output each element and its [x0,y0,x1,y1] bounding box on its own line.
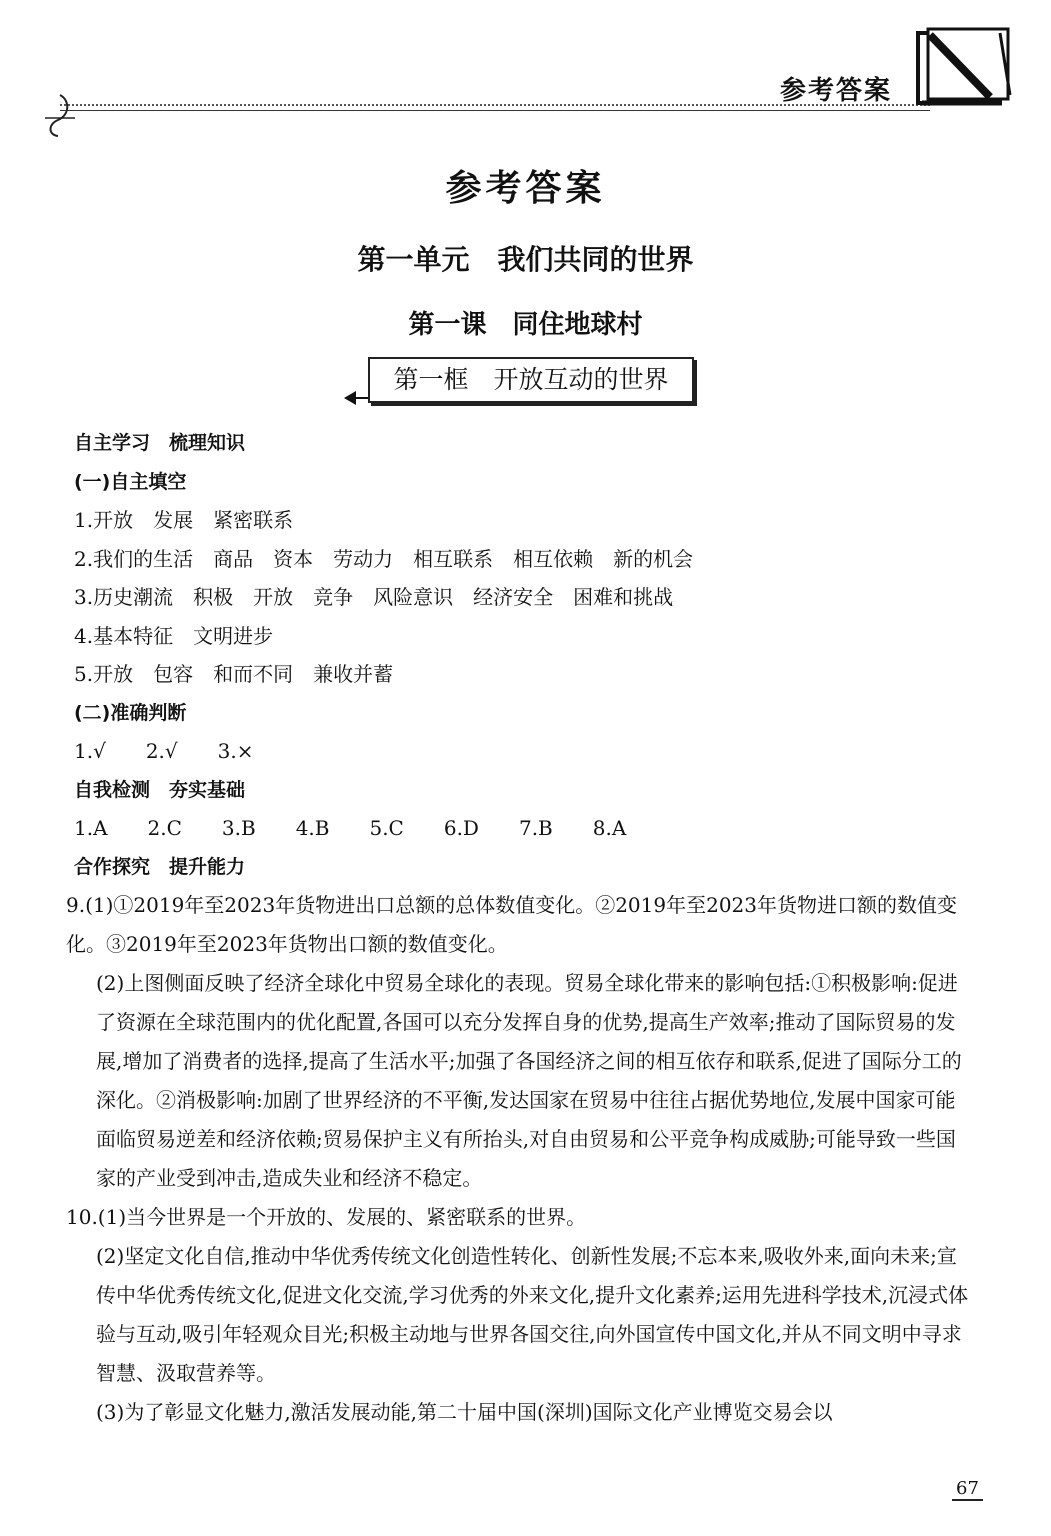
answer-paragraph: (2)坚定文化自信,推动中华优秀传统文化创造性转化、创新性发展;不忘本来,吸收外来,面向未来;宣传中华优秀传统文化,促进文化交流,学习优秀的外来文化,提升文化素养;运用先进科学技术,沉浸式体验与互动,吸引年轻观众目光;积极主动地与世界各国交往,向外国宣传中国文化,并从不同文明中寻求智慧、汲取营养等。 [96,1244,969,1385]
unit-title: 第一单元 我们共同的世界 [357,243,694,276]
section-heading: 自我检测 夯实基础 [74,778,246,801]
subsection-heading: (一)自主填空 [74,470,187,493]
answer-content [66,424,974,1432]
lesson-title: 第一课 同住地球村 [408,310,643,340]
section-heading: 合作探究 提升能力 [74,855,246,878]
fill-answer: 2.我们的生活 商品 资本 劳动力 相互联系 相互依赖 新的机会 [74,546,694,571]
header-rule [60,110,930,111]
fill-answer: 3.历史潮流 积极 开放 竞争 风险意识 经济安全 困难和挑战 [74,585,674,609]
answer-paragraph: (3)为了彰显文化魅力,激活发展动能,第二十届中国(深圳)国际文化产业博览交易会以 [96,1400,833,1424]
answer-paragraph: (2)上图侧面反映了经济全球化中贸易全球化的表现。贸易全球化带来的影响包括:①积极影响:促进了资源在全球范围内的优化配置,各国可以充分发挥自身的优势,提高生产效率;推动了国际贸易的发展,增加了消费者的选择,提高了生活水平;加强了各国经济之间的相互依存和联系,促进了国际分工的深化。②消极影响:加剧了世界经济的不平衡,发达国家在贸易中往往占据优势地位,发展中国家可能面临贸易逆差和经济依赖;贸易保护主义有所抬头,对自由贸易和公平竞争构成威胁;可能导致一些国家的产业受到冲击,造成失业和经济不稳定。 [96,971,962,1190]
fill-answer: 1.开放 发展 紧密联系 [74,508,294,532]
choice-answers: 1.A 2.C 3.B 4.B 5.C 6.D 7.B 8.A [74,816,627,840]
judge-answers: 1.√ 2.√ 3.× [74,739,254,763]
fill-answer: 5.开放 包容 和而不同 兼收并蓄 [74,662,394,686]
section-heading: 自主学习 梳理知识 [74,432,246,454]
frame-title: 第一框 开放互动的世界 [368,357,694,403]
book-icon [910,25,1020,115]
answer-paragraph: 9.(1)①2019年至2023年货物进出口总额的总体数值变化。②2019年至2023年货物进口额的数值变化。③2019年至2023年货物出口额的数值变化。 [66,893,958,956]
subsection-heading: (二)准确判断 [74,701,187,724]
page-header [40,70,1030,130]
answer-paragraph: 10.(1)当今世界是一个开放的、发展的、紧密联系的世界。 [66,1205,587,1229]
header-label: 参考答案 [780,76,893,106]
page-number: 67 [952,1478,983,1501]
page-title: 参考答案 [445,168,606,209]
fill-answer: 4.基本特征 文明进步 [74,623,274,648]
curl-ornament-icon [40,90,80,140]
